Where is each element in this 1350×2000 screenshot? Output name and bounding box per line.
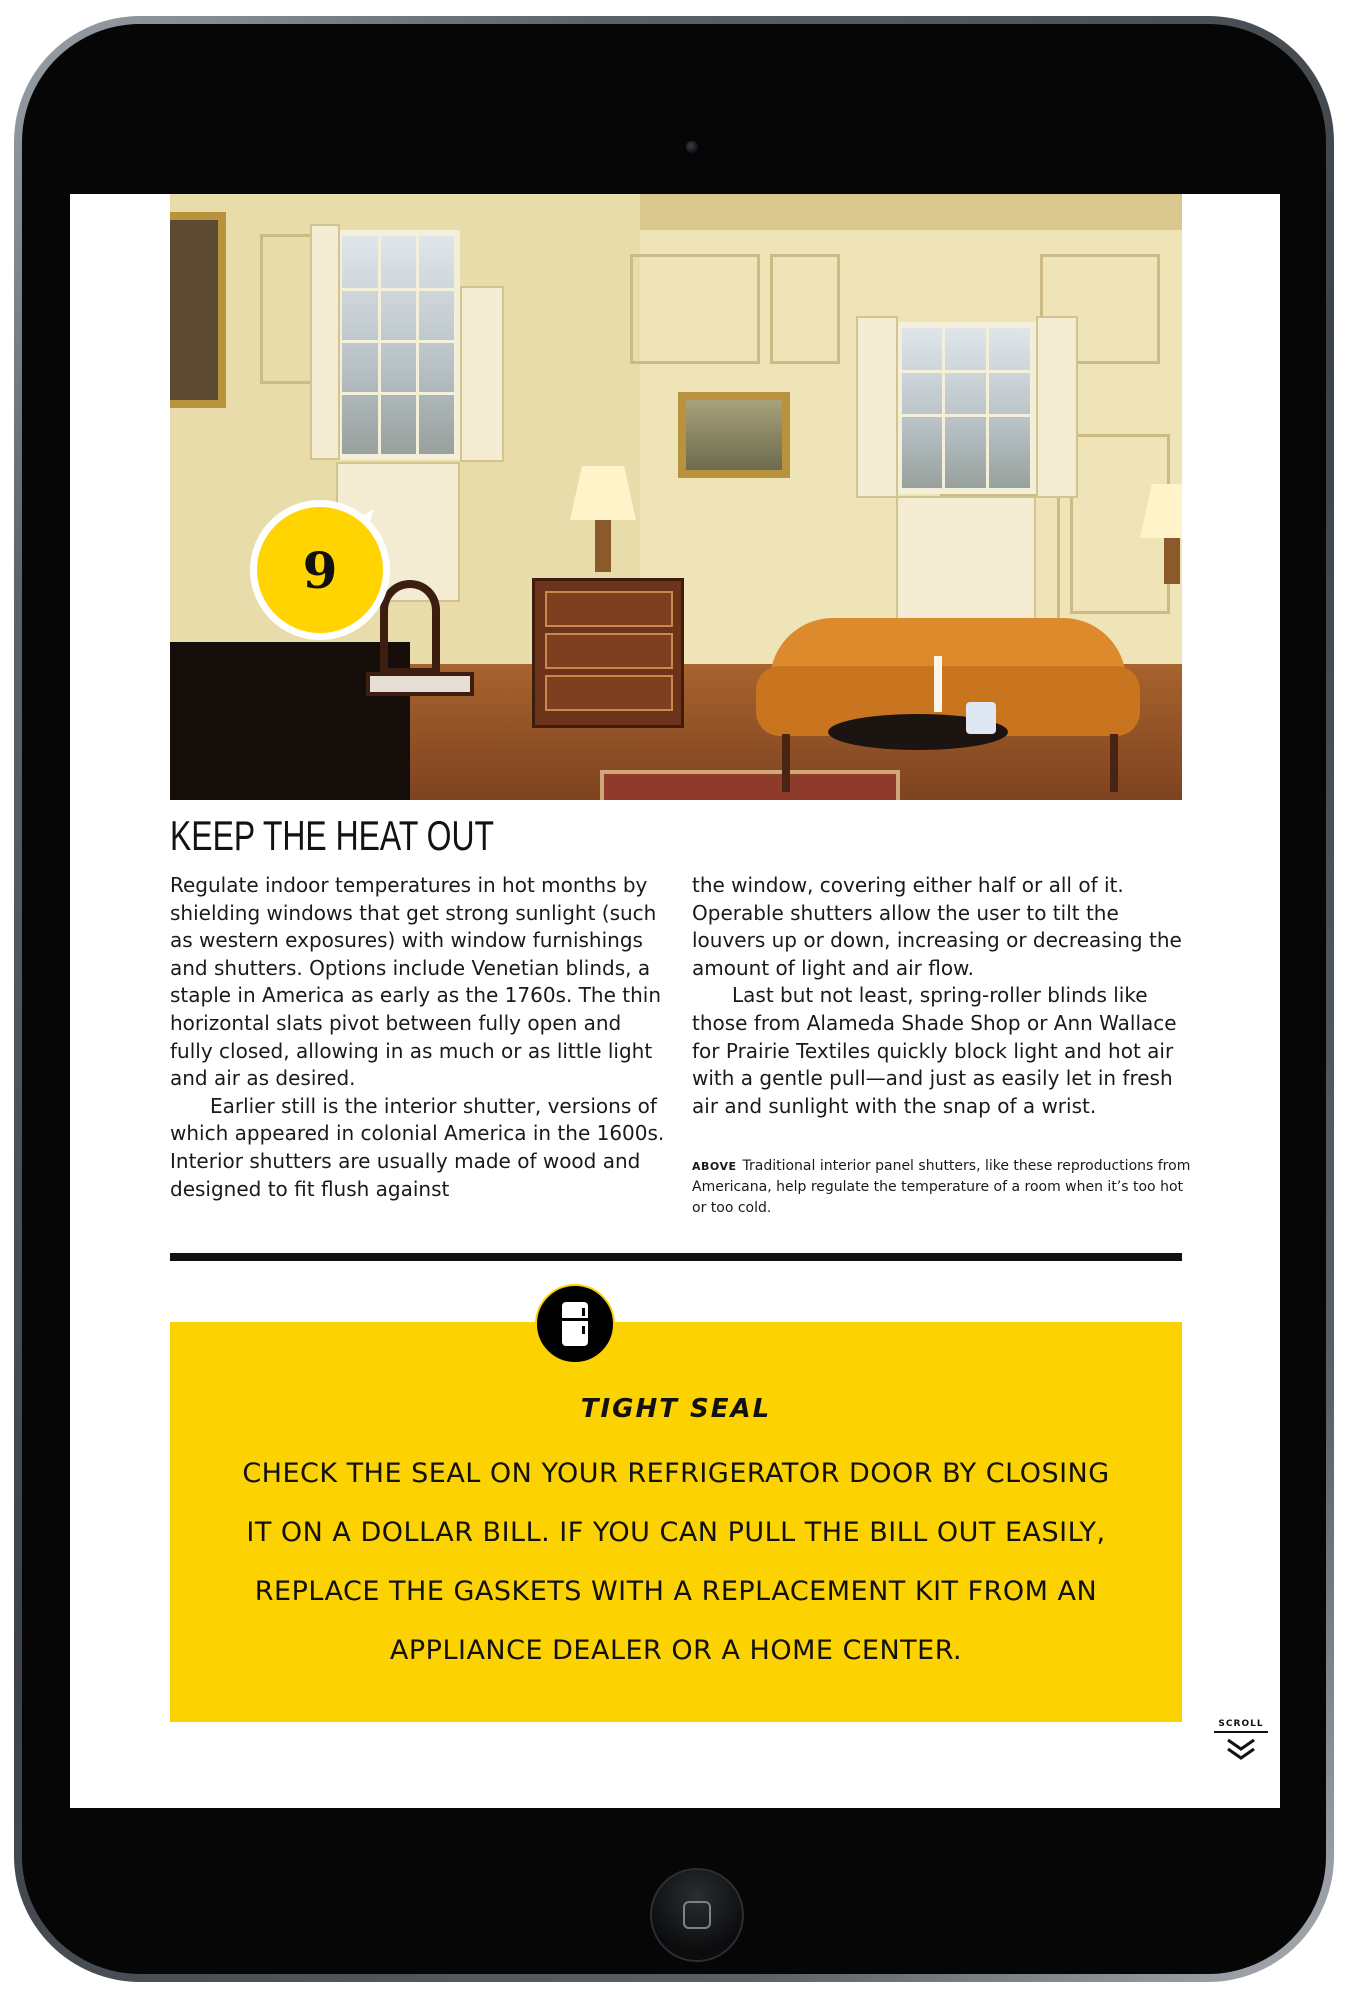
sofa-leg <box>782 734 790 792</box>
section-divider <box>170 1253 1182 1261</box>
window-left <box>336 230 460 460</box>
home-square-icon <box>683 1901 711 1929</box>
shutter <box>1036 316 1078 498</box>
body-paragraph: Regulate indoor temperatures in hot months by shielding windows that get strong sunlight (such as western exposures) with window furnishings and shutters. Options include Venetian blinds, a staple in America as early as the 1760s. The thin horizontal slats pivot between fully open and fully closed, allowing in as much or as little light and air as desired. <box>170 873 661 1091</box>
body-paragraph: the window, covering either half or all of it. Operable shutters allow the user to tilt the louvers up or down, increasing or decreasing the amount of light and air flow. <box>692 873 1182 980</box>
scroll-label: SCROLL <box>1214 1719 1268 1733</box>
photo-ceiling <box>640 194 1182 230</box>
wall-panel <box>630 254 760 364</box>
scroll-hint[interactable] <box>1214 1719 1268 1763</box>
rug <box>600 770 900 800</box>
window-right <box>896 322 1036 494</box>
article-title: KEEP THE HEAT OUT <box>170 812 495 859</box>
shutter <box>856 316 898 498</box>
home-button[interactable] <box>650 1868 744 1962</box>
hero-photo <box>170 194 1182 800</box>
caption-label: ABOVE <box>692 1160 737 1173</box>
mug <box>966 702 996 734</box>
article-number-badge <box>250 500 396 646</box>
sofa-leg <box>1110 734 1118 792</box>
double-chevron-down-icon <box>1214 1737 1268 1763</box>
caption-text: Traditional interior panel shutters, like these reproductions from Americana, help regulate the temperature of a room when it’s too hot or too cold. <box>692 1158 1191 1216</box>
shutter <box>460 286 504 462</box>
body-column-right <box>692 872 1192 1120</box>
painting-seascape <box>678 392 790 478</box>
photo-caption <box>692 1156 1192 1219</box>
camera-icon <box>686 141 698 153</box>
wall-panel <box>770 254 840 364</box>
shutter <box>310 224 340 460</box>
tip-title: TIGHT SEAL <box>580 1394 772 1424</box>
screen <box>70 194 1280 1808</box>
chest-of-drawers <box>532 578 684 728</box>
article-number: 9 <box>302 540 338 600</box>
candle <box>934 656 942 712</box>
refrigerator-icon <box>535 1284 615 1364</box>
painting-left <box>170 212 226 408</box>
body-column-left <box>170 872 670 1203</box>
lamp-base <box>595 516 611 572</box>
body-paragraph: Last but not least, spring-roller blinds like those from Alameda Shade Shop or Ann Wallace for Prairie Textiles quickly block light and hot air with a gentle pull—and just as easily let in fresh air and sunlight with the snap of a wrist. <box>692 983 1177 1118</box>
body-paragraph: Earlier still is the interior shutter, versions of which appeared in colonial America in the 1600s. Interior shutters are usually made of wood and designed to fit flush against <box>170 1093 665 1201</box>
tip-text: CHECK THE SEAL ON YOUR REFRIGERATOR DOOR BY CLOSING IT ON A DOLLAR BILL. IF YOU CAN PULL THE BILL OUT EASILY, REPLACE THE GASKETS WITH A REPLACEMENT KIT FROM AN APPLIANCE DEALER OR A HOME CENTER. <box>242 1458 1110 1666</box>
